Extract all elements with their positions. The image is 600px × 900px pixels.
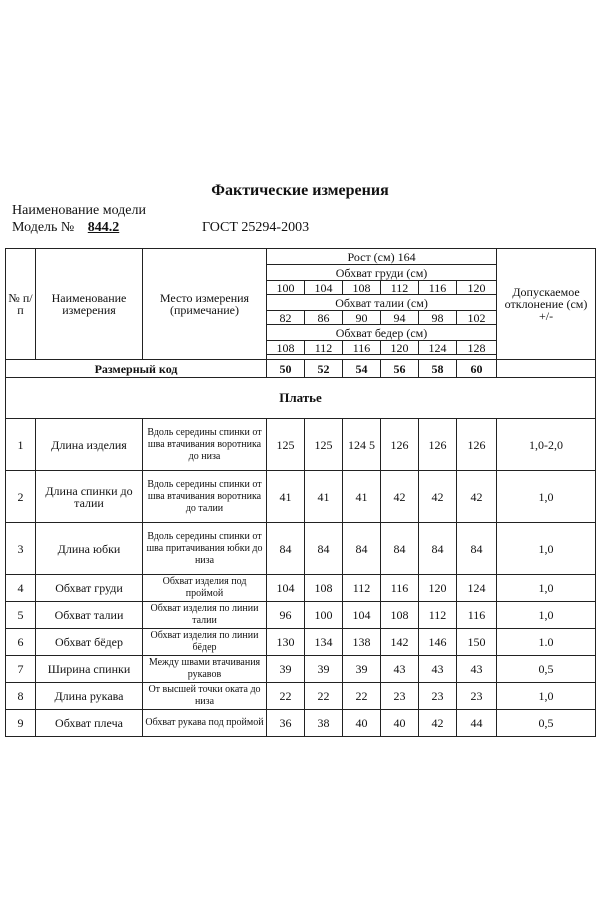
measurement-value: 36 <box>267 710 305 737</box>
measurement-value: 84 <box>457 523 497 575</box>
measurement-value: 124 5 <box>343 419 381 471</box>
section-row <box>6 378 596 419</box>
measurement-name: Длина рукава <box>36 683 143 710</box>
measurement-value: 43 <box>381 656 419 683</box>
measurement-value: 42 <box>419 471 457 523</box>
waist-value: 98 <box>419 311 457 325</box>
measurement-name: Обхват груди <box>36 575 143 602</box>
row-number: 3 <box>6 523 36 575</box>
measurements-table <box>5 248 596 737</box>
table-row <box>6 471 596 523</box>
tolerance-value: 0,5 <box>497 656 596 683</box>
hips-value: 108 <box>267 341 305 355</box>
header-height: Рост (см) 164 <box>267 249 497 265</box>
row-number: 6 <box>6 629 36 656</box>
size-code-label: Размерный код <box>6 360 267 378</box>
model-name-label: Наименование модели <box>12 203 146 218</box>
row-number: 8 <box>6 683 36 710</box>
table-row <box>6 683 596 710</box>
measurement-value: 40 <box>343 710 381 737</box>
measurement-value: 138 <box>343 629 381 656</box>
measurement-value: 22 <box>343 683 381 710</box>
measurement-value: 42 <box>457 471 497 523</box>
measurement-value: 126 <box>381 419 419 471</box>
measurement-value: 130 <box>267 629 305 656</box>
hips-value: 116 <box>343 341 381 355</box>
model-label: Модель № <box>12 220 75 235</box>
measurement-name: Длина юбки <box>36 523 143 575</box>
tolerance-value: 1,0 <box>497 523 596 575</box>
hips-value: 128 <box>457 341 497 355</box>
measurement-value: 44 <box>457 710 497 737</box>
measurement-value: 120 <box>419 575 457 602</box>
measurement-value: 84 <box>267 523 305 575</box>
table-row <box>6 710 596 737</box>
size-code-row <box>6 360 596 378</box>
measurement-value: 22 <box>267 683 305 710</box>
measurement-value: 84 <box>419 523 457 575</box>
measurement-place: Вдоль середины спинки от шва притачивания юбки до низа <box>143 523 267 575</box>
measurement-value: 42 <box>419 710 457 737</box>
waist-value: 86 <box>305 311 343 325</box>
model-number: 844.2 <box>87 220 120 235</box>
measurement-value: 41 <box>305 471 343 523</box>
size-code-value: 52 <box>305 360 343 378</box>
chest-value: 116 <box>419 281 457 295</box>
table-body <box>6 249 596 737</box>
tolerance-value: 1,0 <box>497 575 596 602</box>
measurement-value: 146 <box>419 629 457 656</box>
table-row <box>6 575 596 602</box>
chest-value: 112 <box>381 281 419 295</box>
measurement-value: 116 <box>381 575 419 602</box>
tolerance-value: 1,0 <box>497 602 596 629</box>
size-code-tolerance <box>497 360 596 378</box>
measurement-value: 23 <box>419 683 457 710</box>
measurement-place: От высшей точки оката до низа <box>143 683 267 710</box>
row-number: 9 <box>6 710 36 737</box>
measurement-value: 112 <box>343 575 381 602</box>
hips-value: 120 <box>381 341 419 355</box>
row-number: 1 <box>6 419 36 471</box>
row-number: 5 <box>6 602 36 629</box>
measurement-value: 112 <box>419 602 457 629</box>
measurement-name: Ширина спинки <box>36 656 143 683</box>
table-row <box>6 419 596 471</box>
measurement-value: 96 <box>267 602 305 629</box>
header-waist: Обхват талии (см) <box>267 295 497 311</box>
measurement-value: 38 <box>305 710 343 737</box>
waist-value: 90 <box>343 311 381 325</box>
measurement-value: 23 <box>457 683 497 710</box>
header-tolerance: Допускаемое отклонение (см) +/- <box>497 249 596 360</box>
tolerance-value: 1,0 <box>497 683 596 710</box>
header-place: Место измерения (примечание) <box>143 249 267 360</box>
measurement-value: 108 <box>305 575 343 602</box>
measurement-value: 84 <box>343 523 381 575</box>
row-number: 7 <box>6 656 36 683</box>
waist-value: 94 <box>381 311 419 325</box>
size-code-value: 58 <box>419 360 457 378</box>
measurement-value: 142 <box>381 629 419 656</box>
table-row <box>6 629 596 656</box>
measurement-value: 39 <box>343 656 381 683</box>
row-number: 4 <box>6 575 36 602</box>
table-row <box>6 656 596 683</box>
measurement-name: Длина спинки до талии <box>36 471 143 523</box>
measurement-value: 23 <box>381 683 419 710</box>
measurement-value: 104 <box>267 575 305 602</box>
measurement-name: Длина изделия <box>36 419 143 471</box>
measurement-value: 116 <box>457 602 497 629</box>
waist-value: 82 <box>267 311 305 325</box>
header-num: № п/п <box>6 249 36 360</box>
chest-value: 104 <box>305 281 343 295</box>
measurement-value: 125 <box>305 419 343 471</box>
measurement-place: Обхват рукава под проймой <box>143 710 267 737</box>
measurement-value: 39 <box>305 656 343 683</box>
gost-standard: ГОСТ 25294-2003 <box>202 220 310 235</box>
header-row <box>6 249 596 265</box>
model-row <box>12 220 572 236</box>
size-code-value: 54 <box>343 360 381 378</box>
tolerance-value: 1.0 <box>497 629 596 656</box>
chest-value: 108 <box>343 281 381 295</box>
measurement-value: 40 <box>381 710 419 737</box>
waist-value: 102 <box>457 311 497 325</box>
chest-value: 120 <box>457 281 497 295</box>
measurement-value: 84 <box>305 523 343 575</box>
measurement-place: Между швами втачивания рукавов <box>143 656 267 683</box>
row-number: 2 <box>6 471 36 523</box>
header-chest: Обхват груди (см) <box>267 265 497 281</box>
measurement-value: 150 <box>457 629 497 656</box>
measurement-value: 41 <box>267 471 305 523</box>
size-code-value: 56 <box>381 360 419 378</box>
size-code-value: 60 <box>457 360 497 378</box>
tolerance-value: 1,0-2,0 <box>497 419 596 471</box>
header-hips: Обхват бедер (см) <box>267 325 497 341</box>
measurement-place: Обхват изделия по линии талии <box>143 602 267 629</box>
measurement-value: 126 <box>457 419 497 471</box>
measurement-value: 84 <box>381 523 419 575</box>
measurement-value: 42 <box>381 471 419 523</box>
hips-value: 112 <box>305 341 343 355</box>
measurement-value: 41 <box>343 471 381 523</box>
chest-value: 100 <box>267 281 305 295</box>
tolerance-value: 1,0 <box>497 471 596 523</box>
measurement-value: 22 <box>305 683 343 710</box>
measurement-place: Обхват изделия под проймой <box>143 575 267 602</box>
measurement-value: 124 <box>457 575 497 602</box>
measurement-value: 43 <box>457 656 497 683</box>
measurement-place: Вдоль середины спинки от шва втачивания воротника до талии <box>143 471 267 523</box>
measurement-name: Обхват плеча <box>36 710 143 737</box>
measurement-name: Обхват талии <box>36 602 143 629</box>
hips-value: 124 <box>419 341 457 355</box>
table-row <box>6 523 596 575</box>
measurement-value: 100 <box>305 602 343 629</box>
measurement-name: Обхват бёдер <box>36 629 143 656</box>
measurement-place: Вдоль середины спинки от шва втачивания воротника до низа <box>143 419 267 471</box>
size-code-value: 50 <box>267 360 305 378</box>
measurement-value: 134 <box>305 629 343 656</box>
measurement-value: 126 <box>419 419 457 471</box>
section-title: Платье <box>6 378 596 419</box>
header-name: Наименование измерения <box>36 249 143 360</box>
measurement-value: 104 <box>343 602 381 629</box>
tolerance-value: 0,5 <box>497 710 596 737</box>
page-title: Фактические измерения <box>211 182 389 199</box>
measurement-place: Обхват изделия по линии бёдер <box>143 629 267 656</box>
measurement-value: 108 <box>381 602 419 629</box>
measurement-value: 43 <box>419 656 457 683</box>
measurement-value: 39 <box>267 656 305 683</box>
measurement-value: 125 <box>267 419 305 471</box>
table-row <box>6 602 596 629</box>
